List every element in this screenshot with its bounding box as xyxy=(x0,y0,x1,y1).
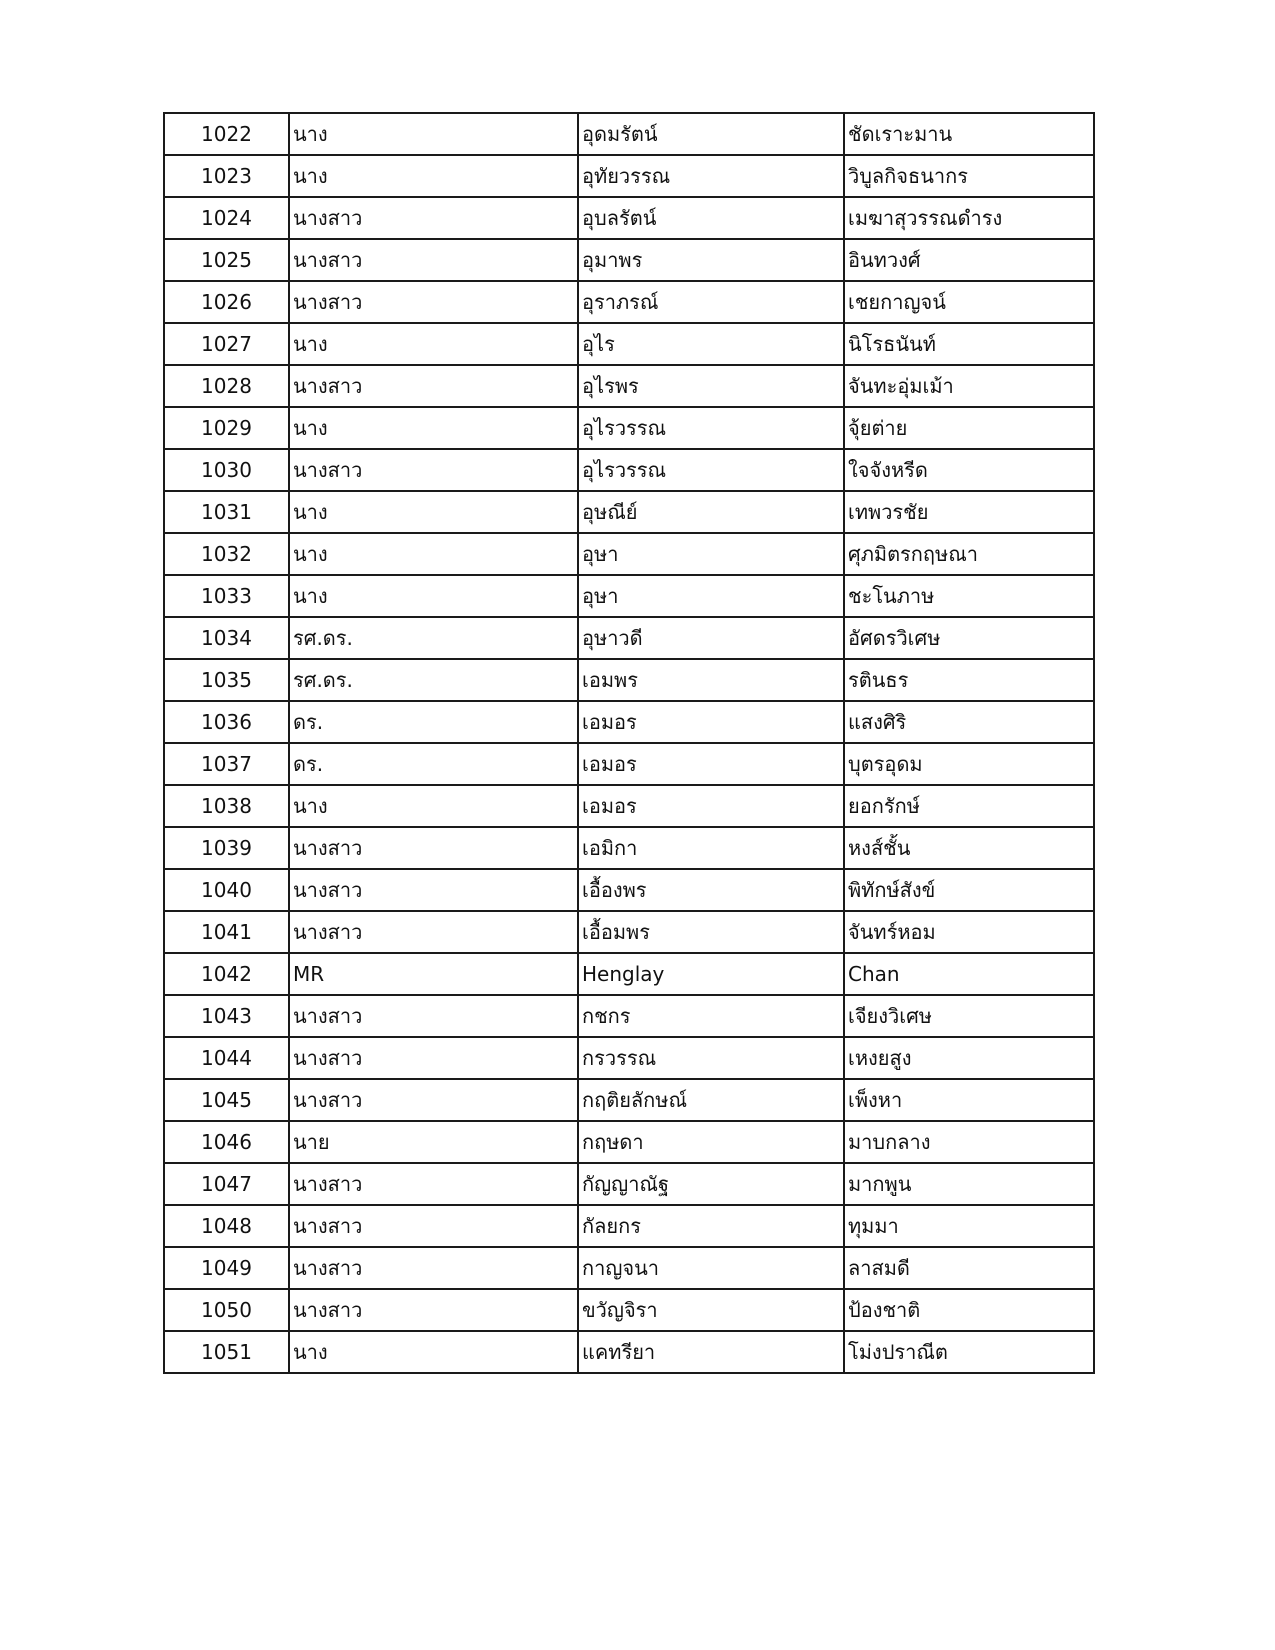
last-name-cell: ศุภมิตรกฤษณา xyxy=(844,533,1094,575)
name-title-cell: นาง xyxy=(289,407,578,449)
table-row xyxy=(164,323,1094,365)
name-title-cell: นางสาว xyxy=(289,911,578,953)
name-title-cell: นาง xyxy=(289,533,578,575)
name-title-cell: นาย xyxy=(289,1121,578,1163)
row-number-cell: 1029 xyxy=(164,407,289,449)
table-row xyxy=(164,449,1094,491)
name-title-cell: นาง xyxy=(289,113,578,155)
table-row xyxy=(164,533,1094,575)
table-row xyxy=(164,575,1094,617)
first-name-cell: ขวัญจิรา xyxy=(578,1289,844,1331)
row-number-cell: 1051 xyxy=(164,1331,289,1373)
last-name-cell: จุ้ยต่าย xyxy=(844,407,1094,449)
last-name-cell: ชัดเราะมาน xyxy=(844,113,1094,155)
table-row xyxy=(164,1121,1094,1163)
last-name-cell: ทุมมา xyxy=(844,1205,1094,1247)
first-name-cell: อุษาวดี xyxy=(578,617,844,659)
table-row xyxy=(164,1331,1094,1373)
last-name-cell: พิทักษ์สังข์ xyxy=(844,869,1094,911)
first-name-cell: อุไร xyxy=(578,323,844,365)
name-title-cell: นาง xyxy=(289,1331,578,1373)
name-title-cell: นางสาว xyxy=(289,449,578,491)
table-row xyxy=(164,155,1094,197)
table-row xyxy=(164,701,1094,743)
row-number-cell: 1035 xyxy=(164,659,289,701)
name-title-cell: นาง xyxy=(289,323,578,365)
last-name-cell: เหงยสูง xyxy=(844,1037,1094,1079)
last-name-cell: บุตรอุดม xyxy=(844,743,1094,785)
first-name-cell: เอื้องพร xyxy=(578,869,844,911)
row-number-cell: 1030 xyxy=(164,449,289,491)
last-name-cell: เชยกาญจน์ xyxy=(844,281,1094,323)
name-title-cell: นางสาว xyxy=(289,1247,578,1289)
row-number-cell: 1043 xyxy=(164,995,289,1037)
row-number-cell: 1025 xyxy=(164,239,289,281)
table-row xyxy=(164,785,1094,827)
name-title-cell: ดร. xyxy=(289,701,578,743)
last-name-cell: มาบกลาง xyxy=(844,1121,1094,1163)
name-title-cell: นางสาว xyxy=(289,281,578,323)
table-row xyxy=(164,1037,1094,1079)
table-row xyxy=(164,365,1094,407)
row-number-cell: 1038 xyxy=(164,785,289,827)
row-number-cell: 1047 xyxy=(164,1163,289,1205)
first-name-cell: เอื้อมพร xyxy=(578,911,844,953)
first-name-cell: อุบลรัตน์ xyxy=(578,197,844,239)
last-name-cell: โม่งปราณีต xyxy=(844,1331,1094,1373)
row-number-cell: 1041 xyxy=(164,911,289,953)
name-title-cell: ดร. xyxy=(289,743,578,785)
row-number-cell: 1026 xyxy=(164,281,289,323)
first-name-cell: อุมาพร xyxy=(578,239,844,281)
row-number-cell: 1024 xyxy=(164,197,289,239)
name-title-cell: MR xyxy=(289,953,578,995)
table-row xyxy=(164,827,1094,869)
table-row xyxy=(164,407,1094,449)
first-name-cell: อุทัยวรรณ xyxy=(578,155,844,197)
name-title-cell: นางสาว xyxy=(289,1289,578,1331)
table-row xyxy=(164,995,1094,1037)
row-number-cell: 1044 xyxy=(164,1037,289,1079)
row-number-cell: 1042 xyxy=(164,953,289,995)
first-name-cell: เอมอร xyxy=(578,785,844,827)
row-number-cell: 1023 xyxy=(164,155,289,197)
last-name-cell: ลาสมดี xyxy=(844,1247,1094,1289)
row-number-cell: 1040 xyxy=(164,869,289,911)
row-number-cell: 1049 xyxy=(164,1247,289,1289)
first-name-cell: อุไรวรรณ xyxy=(578,407,844,449)
first-name-cell: เอมอร xyxy=(578,701,844,743)
name-title-cell: นางสาว xyxy=(289,1205,578,1247)
last-name-cell: ยอกรักษ์ xyxy=(844,785,1094,827)
table-row xyxy=(164,1247,1094,1289)
row-number-cell: 1031 xyxy=(164,491,289,533)
row-number-cell: 1022 xyxy=(164,113,289,155)
last-name-cell: ชะโนภาษ xyxy=(844,575,1094,617)
name-title-cell: นางสาว xyxy=(289,995,578,1037)
last-name-cell: เทพวรชัย xyxy=(844,491,1094,533)
row-number-cell: 1050 xyxy=(164,1289,289,1331)
last-name-cell: หงส์ชั้น xyxy=(844,827,1094,869)
last-name-cell: อัศดรวิเศษ xyxy=(844,617,1094,659)
first-name-cell: กฤษดา xyxy=(578,1121,844,1163)
first-name-cell: กัลยกร xyxy=(578,1205,844,1247)
first-name-cell: อุษา xyxy=(578,533,844,575)
last-name-cell: อินทวงศ์ xyxy=(844,239,1094,281)
first-name-cell: เอมิกา xyxy=(578,827,844,869)
table-row xyxy=(164,281,1094,323)
name-title-cell: นางสาว xyxy=(289,827,578,869)
table-row xyxy=(164,911,1094,953)
table-row xyxy=(164,1079,1094,1121)
name-list-body xyxy=(164,113,1094,1373)
first-name-cell: เอมพร xyxy=(578,659,844,701)
table-row xyxy=(164,113,1094,155)
first-name-cell: กัญญาณัฐ xyxy=(578,1163,844,1205)
name-list-table xyxy=(163,112,1095,1374)
table-row xyxy=(164,1205,1094,1247)
name-title-cell: นาง xyxy=(289,491,578,533)
table-row xyxy=(164,1163,1094,1205)
first-name-cell: กาญจนา xyxy=(578,1247,844,1289)
row-number-cell: 1032 xyxy=(164,533,289,575)
name-title-cell: รศ.ดร. xyxy=(289,617,578,659)
name-title-cell: นางสาว xyxy=(289,1163,578,1205)
table-row xyxy=(164,491,1094,533)
name-title-cell: นางสาว xyxy=(289,869,578,911)
name-title-cell: รศ.ดร. xyxy=(289,659,578,701)
row-number-cell: 1034 xyxy=(164,617,289,659)
table-row xyxy=(164,197,1094,239)
last-name-cell: ใจจังหรีด xyxy=(844,449,1094,491)
name-title-cell: นางสาว xyxy=(289,239,578,281)
table-row xyxy=(164,1289,1094,1331)
first-name-cell: อุษณีย์ xyxy=(578,491,844,533)
last-name-cell: จันทะอุ่มเม้า xyxy=(844,365,1094,407)
name-title-cell: นางสาว xyxy=(289,365,578,407)
first-name-cell: แคทรียา xyxy=(578,1331,844,1373)
row-number-cell: 1028 xyxy=(164,365,289,407)
first-name-cell: เอมอร xyxy=(578,743,844,785)
first-name-cell: อุไรพร xyxy=(578,365,844,407)
last-name-cell: วิบูลกิจธนากร xyxy=(844,155,1094,197)
first-name-cell: Henglay xyxy=(578,953,844,995)
row-number-cell: 1039 xyxy=(164,827,289,869)
first-name-cell: กชกร xyxy=(578,995,844,1037)
first-name-cell: อุราภรณ์ xyxy=(578,281,844,323)
row-number-cell: 1037 xyxy=(164,743,289,785)
row-number-cell: 1046 xyxy=(164,1121,289,1163)
first-name-cell: อุไรวรรณ xyxy=(578,449,844,491)
first-name-cell: กรวรรณ xyxy=(578,1037,844,1079)
row-number-cell: 1027 xyxy=(164,323,289,365)
row-number-cell: 1048 xyxy=(164,1205,289,1247)
name-title-cell: นาง xyxy=(289,155,578,197)
table-row xyxy=(164,239,1094,281)
last-name-cell: มากพูน xyxy=(844,1163,1094,1205)
table-row xyxy=(164,617,1094,659)
row-number-cell: 1033 xyxy=(164,575,289,617)
name-title-cell: นาง xyxy=(289,575,578,617)
row-number-cell: 1036 xyxy=(164,701,289,743)
table-row xyxy=(164,659,1094,701)
name-title-cell: นางสาว xyxy=(289,1079,578,1121)
first-name-cell: อุษา xyxy=(578,575,844,617)
last-name-cell: Chan xyxy=(844,953,1094,995)
table-row xyxy=(164,869,1094,911)
last-name-cell: เจียงวิเศษ xyxy=(844,995,1094,1037)
name-title-cell: นางสาว xyxy=(289,1037,578,1079)
name-title-cell: นาง xyxy=(289,785,578,827)
last-name-cell: แสงศิริ xyxy=(844,701,1094,743)
last-name-cell: เมฆาสุวรรณดำรง xyxy=(844,197,1094,239)
last-name-cell: รตินธร xyxy=(844,659,1094,701)
table-row xyxy=(164,953,1094,995)
last-name-cell: ป้องชาติ xyxy=(844,1289,1094,1331)
first-name-cell: อุดมรัตน์ xyxy=(578,113,844,155)
last-name-cell: เพ็งหา xyxy=(844,1079,1094,1121)
first-name-cell: กฤติยลักษณ์ xyxy=(578,1079,844,1121)
last-name-cell: นิโรธนันท์ xyxy=(844,323,1094,365)
name-title-cell: นางสาว xyxy=(289,197,578,239)
row-number-cell: 1045 xyxy=(164,1079,289,1121)
table-row xyxy=(164,743,1094,785)
last-name-cell: จันทร์หอม xyxy=(844,911,1094,953)
